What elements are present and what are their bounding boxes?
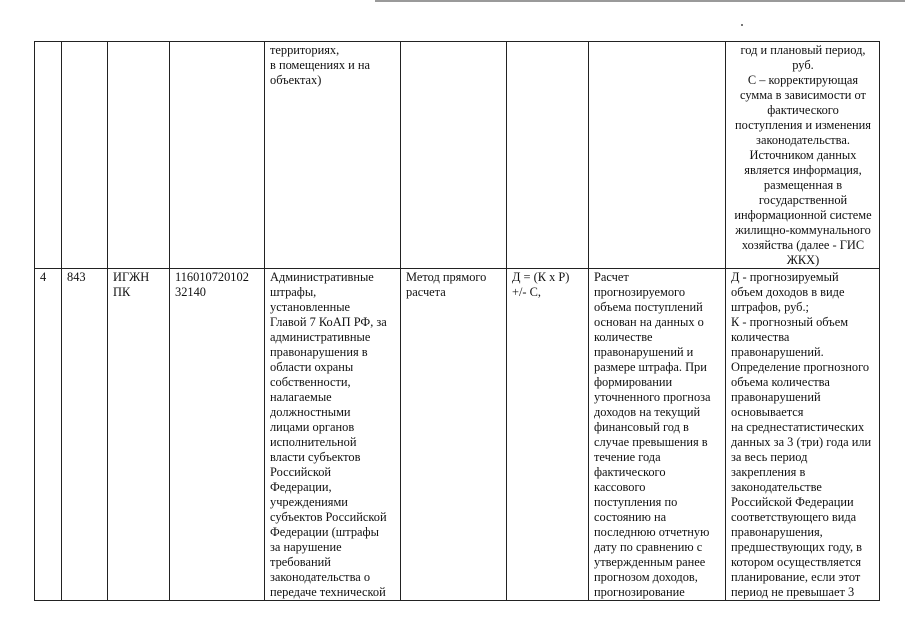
text-line: Расчет: [594, 270, 629, 284]
text-line: информационной системе: [734, 208, 872, 222]
text-line: основан на данных о: [594, 315, 704, 329]
text-line: Д - прогнозируемый: [731, 270, 839, 284]
text-line: Федерации (штрафы: [270, 525, 379, 539]
text-line: прогнозируемого: [594, 285, 686, 299]
text-line: расчета: [406, 285, 446, 299]
text-line: учреждениями: [270, 495, 348, 509]
text-line: является информация,: [744, 163, 862, 177]
text-line: кассового: [594, 480, 646, 494]
text-line: Главой 7 КоАП РФ, за: [270, 315, 387, 329]
text-line: размещенная в: [763, 178, 843, 192]
text-line: прогнозирование: [594, 585, 685, 599]
text-line: Федерации,: [270, 480, 332, 494]
text-line: Д = (К х Р): [512, 270, 570, 284]
text-line: доходов на текущий: [594, 405, 701, 419]
text-line: фактического: [767, 103, 839, 117]
administrator-cell: [108, 42, 170, 269]
text-line: за весь период: [731, 450, 808, 464]
text-line: штрафы,: [270, 285, 317, 299]
text-line: руб.: [792, 58, 814, 72]
income-name-cell: [265, 269, 401, 601]
text-line: течение года: [594, 450, 661, 464]
text-line: правонарушений и: [594, 345, 694, 359]
text-line: правонарушения в: [270, 345, 368, 359]
text-line: законодательства о: [270, 570, 371, 584]
text-line: Российской: [270, 465, 332, 479]
chief-code-cell: [62, 42, 108, 269]
text-line: 32140: [175, 285, 206, 299]
text-line: жилищно-коммунального: [735, 223, 871, 237]
text-line: Метод прямого: [406, 270, 487, 284]
formula-cell: [507, 42, 589, 269]
text-line: ЖКХ): [786, 253, 820, 267]
text-line: налагаемые: [270, 390, 332, 404]
text-line: за нарушение: [270, 540, 342, 554]
text-line: законодательства.: [756, 133, 850, 147]
text-line: поступления и изменения: [735, 118, 871, 132]
text-line: административные: [270, 330, 371, 344]
text-line: предшествующих году, в: [731, 540, 862, 554]
text-line: Российской Федерации: [731, 495, 854, 509]
kbk-cell: [170, 42, 265, 269]
text-line: объектах): [270, 73, 322, 87]
text-line: области охраны: [270, 360, 354, 374]
text-line: власти субъектов: [270, 450, 361, 464]
administrator-cell: [108, 269, 170, 601]
description-cell: [726, 269, 880, 601]
algorithm-cell: [589, 269, 726, 601]
text-line: ПК: [113, 285, 131, 299]
algorithm-cell: [589, 42, 726, 269]
text-line: финансовый год в: [594, 420, 689, 434]
text-line: дату по сравнению с: [594, 540, 703, 554]
text-line: данных за 3 (три) года или: [731, 435, 872, 449]
scan-speck: [741, 24, 743, 26]
method-cell: [401, 269, 507, 601]
text-line: собственности,: [270, 375, 351, 389]
text-line: 116010720102: [175, 270, 249, 284]
text-line: установленные: [270, 300, 351, 314]
text-line: Определение прогнозного: [731, 360, 870, 374]
text-line: объема поступлений: [594, 300, 703, 314]
row-number: 4: [40, 270, 47, 284]
text-line: поступления по: [594, 495, 678, 509]
text-line: основывается: [731, 405, 804, 419]
text-line: ИГЖН: [113, 270, 150, 284]
row-number-cell: [35, 42, 62, 269]
text-line: год и плановый период,: [740, 43, 866, 57]
text-line: штрафов, руб.;: [731, 300, 809, 314]
text-line: С – корректирующая: [747, 73, 859, 87]
text-line: котором осуществляется: [731, 555, 862, 569]
text-line: должностными: [270, 405, 351, 419]
text-line: период не превышает 3: [731, 585, 855, 599]
text-line: требований: [270, 555, 331, 569]
table-row: [35, 42, 880, 269]
text-line: случае превышения в: [594, 435, 708, 449]
text-line: передаче технической: [270, 585, 386, 599]
text-line: правонарушений: [731, 390, 821, 404]
text-line: государственной: [758, 193, 848, 207]
scan-edge-line: [375, 0, 905, 5]
text-line: количестве: [594, 330, 653, 344]
text-line: правонарушения,: [731, 525, 823, 539]
text-line: Источником данных: [749, 148, 857, 162]
text-line: законодательстве: [731, 480, 822, 494]
text-line: К - прогнозный объем: [731, 315, 849, 329]
text-line: состоянию на: [594, 510, 667, 524]
text-line: прогнозом доходов,: [594, 570, 698, 584]
chief-code: 843: [67, 270, 86, 284]
text-line: планирование, если этот: [731, 570, 861, 584]
text-line: фактического: [594, 465, 666, 479]
text-line: на среднестатистических: [731, 420, 865, 434]
formula-cell: [507, 269, 589, 601]
text-line: Административные: [270, 270, 374, 284]
text-line: формировании: [594, 375, 673, 389]
text-line: соответствующего вида: [731, 510, 857, 524]
text-line: субъектов Российской: [270, 510, 387, 524]
text-line: закрепления в: [731, 465, 806, 479]
text-line: лицами органов: [270, 420, 355, 434]
method-cell: [401, 42, 507, 269]
text-line: территориях,: [270, 43, 340, 57]
revenue-forecast-table: [34, 41, 880, 601]
kbk-cell: [170, 269, 265, 601]
text-line: +/- С,: [512, 285, 542, 299]
text-line: утвержденным ранее: [594, 555, 706, 569]
text-line: объема количества: [731, 375, 830, 389]
text-line: объем доходов в виде: [731, 285, 845, 299]
text-line: последнюю отчетную: [594, 525, 710, 539]
text-line: хозяйства (далее - ГИС: [741, 238, 865, 252]
income-name-cell: [265, 42, 401, 269]
text-line: количества: [731, 330, 790, 344]
chief-code-cell: [62, 269, 108, 601]
text-line: уточненного прогноза: [594, 390, 711, 404]
text-line: исполнительной: [270, 435, 357, 449]
text-line: в помещениях и на: [270, 58, 371, 72]
text-line: сумма в зависимости от: [740, 88, 866, 102]
row-number-cell: [35, 269, 62, 601]
table-row: [35, 269, 880, 601]
text-line: правонарушений.: [731, 345, 824, 359]
description-cell: [726, 42, 880, 269]
text-line: размере штрафа. При: [594, 360, 707, 374]
